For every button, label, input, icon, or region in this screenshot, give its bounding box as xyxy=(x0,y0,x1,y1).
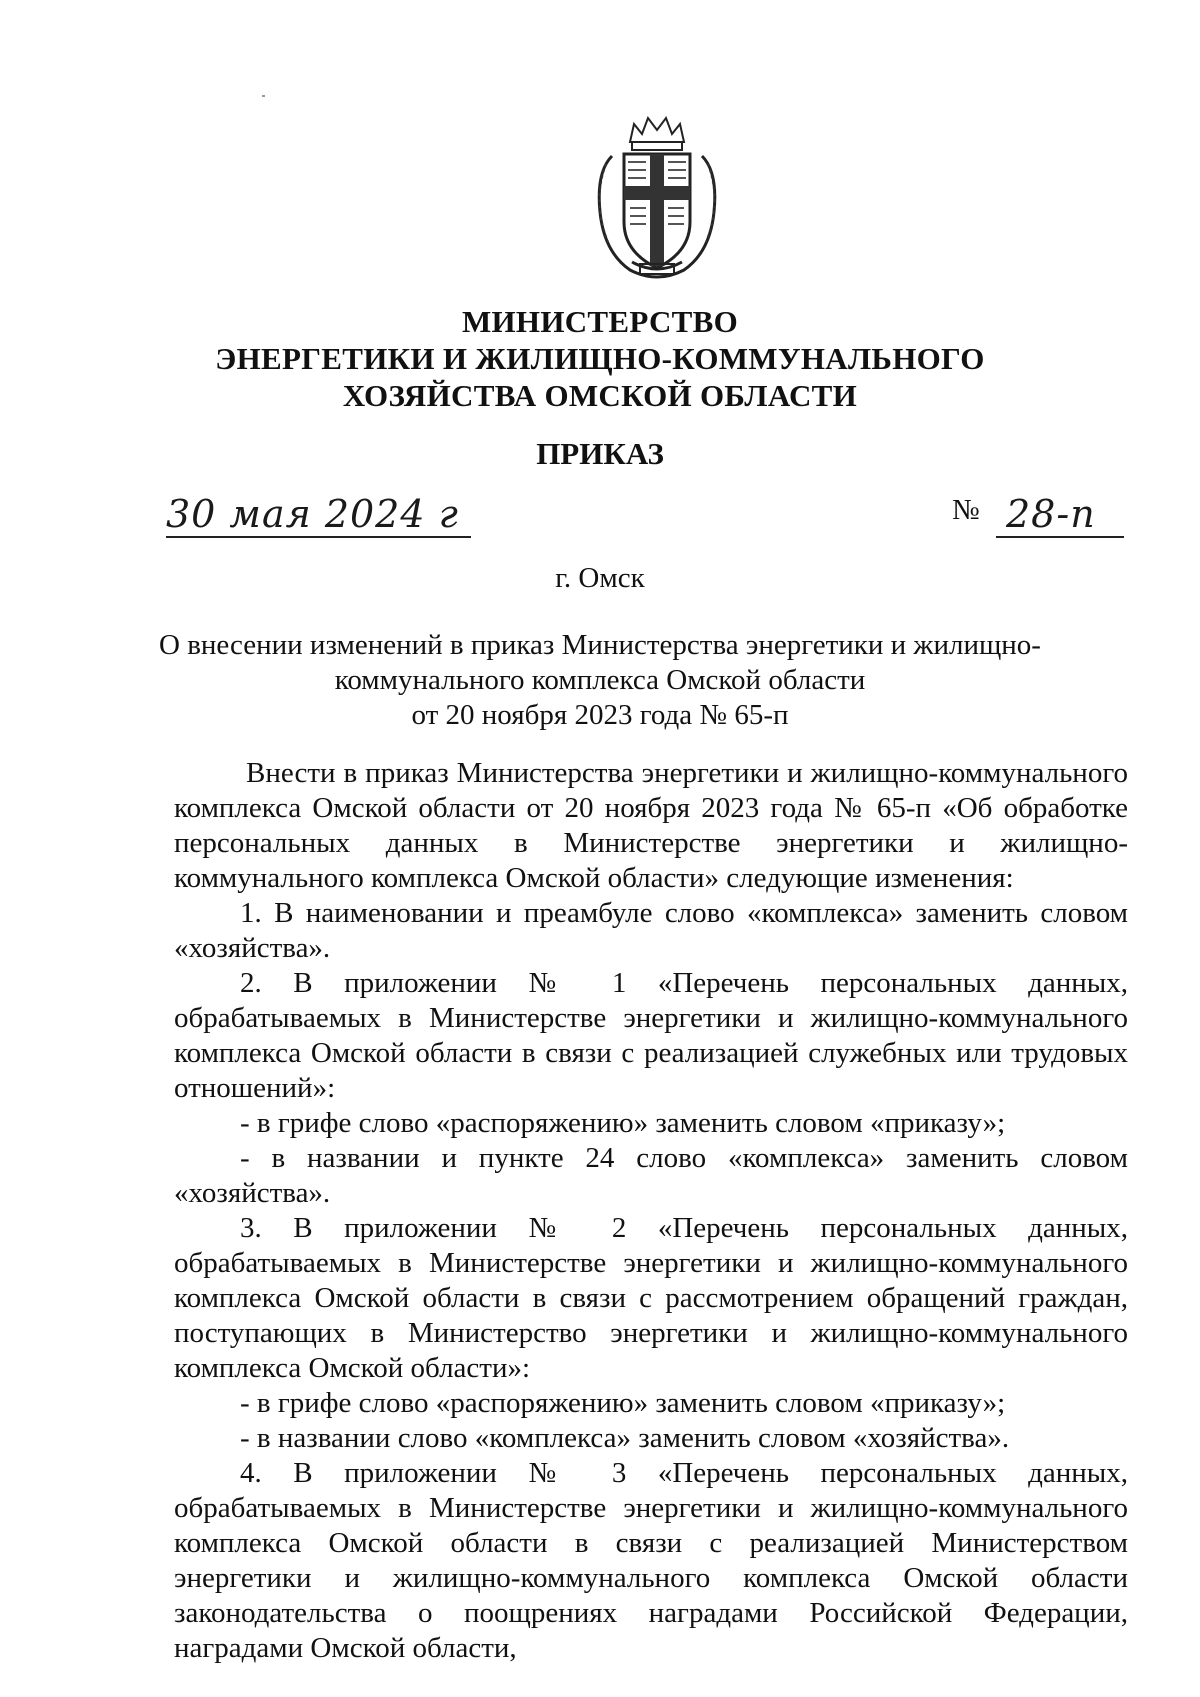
paragraph-item-3: 3. В приложении № 2 «Перечень персональных данных, обрабатываемых в Министерстве энергетики и жилищно-коммунального комплекса Омской области в связи с рассмотрением обращений граждан, поступающих в Министерство энергетики и жилищно-коммунального комплекса Омской области»: xyxy=(174,1212,1128,1384)
paragraph-item-2: 2. В приложении № 1 «Перечень персональных данных, обрабатываемых в Министерстве энергетики и жилищно-коммунального комплекса Омской области в связи с реализацией служебных или трудовых отношений»: xyxy=(174,967,1128,1104)
subject-line-1: О внесении изменений в приказ Министерства энергетики и жилищно- xyxy=(159,629,1041,661)
number-label: № xyxy=(952,494,980,526)
org-line-3: ХОЗЯЙСТВА ОМСКОЙ ОБЛАСТИ xyxy=(342,378,858,413)
document-type: ПРИКАЗ xyxy=(536,436,664,471)
organization-name xyxy=(0,303,1200,414)
document-subject xyxy=(0,628,1200,733)
subject-line-2: коммунального комплекса Омской области xyxy=(334,664,866,696)
paragraph-item-3-sub-2: - в названии слово «комплекса» заменить словом «хозяйства». xyxy=(240,1422,1010,1454)
number-field xyxy=(996,492,1124,538)
paragraph-item-2-sub-1: - в грифе слово «распоряжению» заменить словом «приказу»; xyxy=(240,1107,1006,1139)
org-line-2: ЭНЕРГЕТИКИ И ЖИЛИЩНО-КОММУНАЛЬНОГО xyxy=(215,341,985,376)
date-field xyxy=(166,492,471,538)
document-body xyxy=(174,756,1128,1666)
paragraph-item-1: 1. В наименовании и преамбуле слово «комплекса» заменить словом «хозяйства». xyxy=(174,897,1128,964)
scan-speck xyxy=(262,95,265,97)
handwritten-date: 30 мая 2024 г xyxy=(166,492,459,536)
paragraph-item-2-sub-2: - в названии и пункте 24 слово «комплекса» заменить словом «хозяйства». xyxy=(174,1142,1128,1209)
subject-line-3: от 20 ноября 2023 года № 65-п xyxy=(411,699,789,731)
city-line: г. Омск xyxy=(555,562,645,594)
org-line-1: МИНИСТЕРСТВО xyxy=(461,304,739,339)
handwritten-number: 28-п xyxy=(1006,492,1096,536)
paragraph-item-4: 4. В приложении № 3 «Перечень персональных данных, обрабатываемых в Министерстве энергетики и жилищно-коммунального комплекса Омской области в связи с реализацией Министерством энергетики и жилищно-коммунального комплекса Омской области законодательства о поощрениях наградами Российской Федерации, наградами Омской области, xyxy=(174,1457,1128,1664)
coat-of-arms-icon xyxy=(582,112,732,282)
paragraph-item-3-sub-1: - в грифе слово «распоряжению» заменить словом «приказу»; xyxy=(240,1387,1006,1419)
paragraph-intro: Внести в приказ Министерства энергетики и жилищно-коммунального комплекса Омской области от 20 ноября 2023 года № 65-п «Об обработке персональных данных в Министерстве энергетики и жилищно-коммунального комплекса Омской области» следующие изменения: xyxy=(174,757,1128,894)
